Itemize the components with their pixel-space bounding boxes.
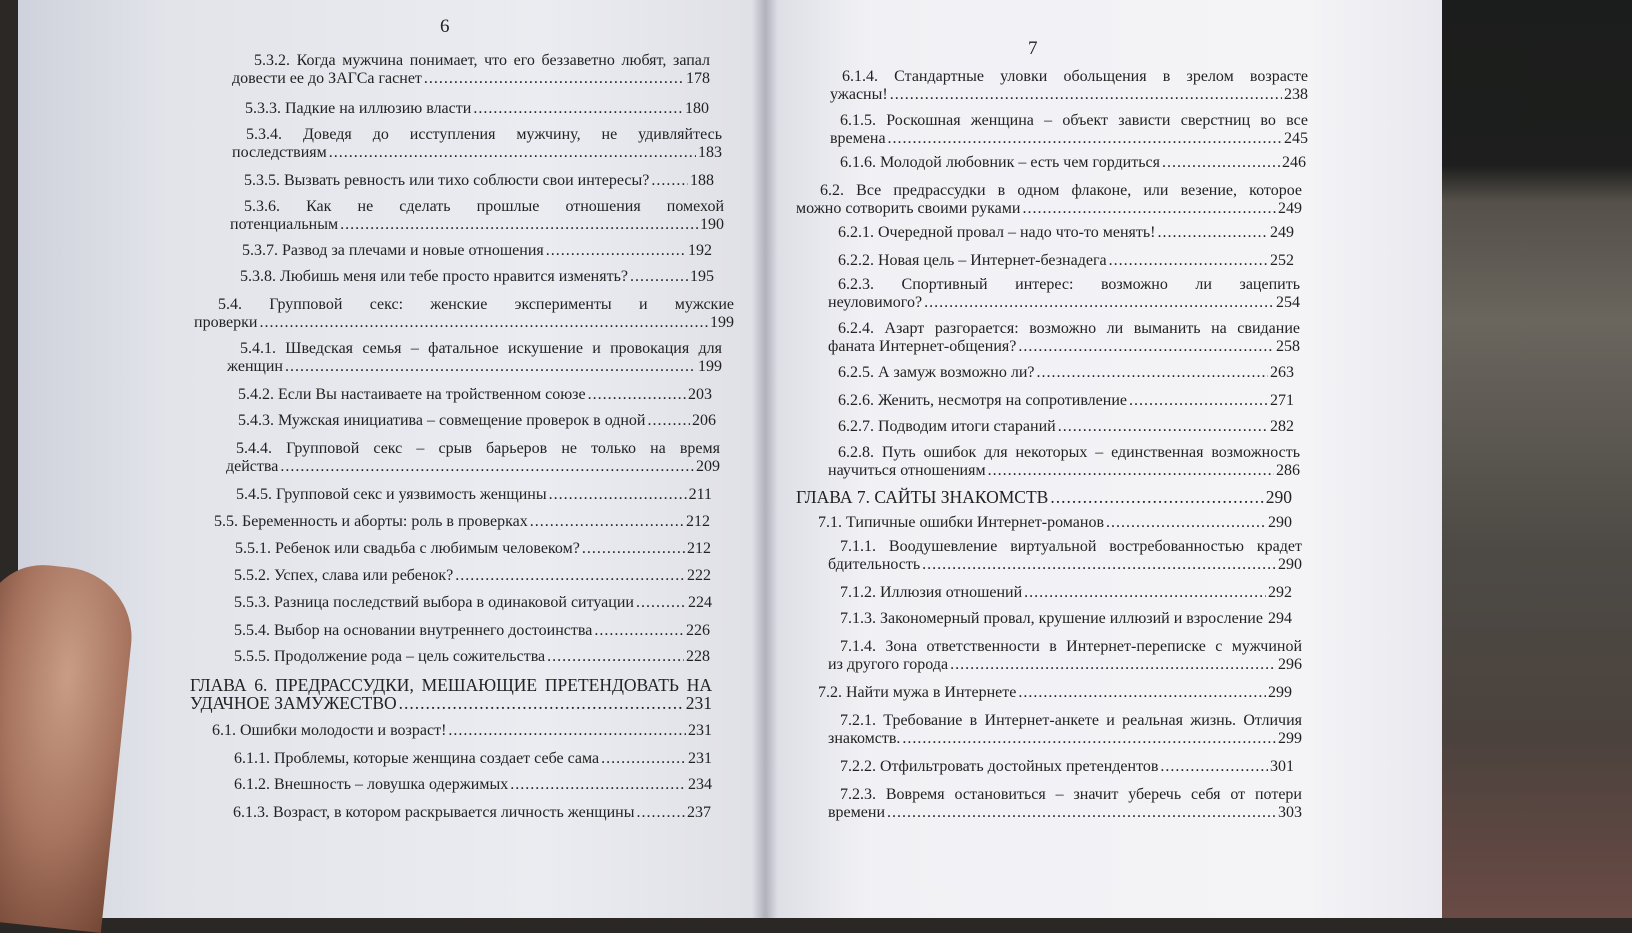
toc-entry-title: 5.5.2. Успех, слава или ребенок? — [234, 567, 454, 584]
toc-entry — [796, 488, 1292, 506]
toc-entry-title: ГЛАВА 6. ПРЕДРАССУДКИ, МЕШАЮЩИЕ ПРЕТЕНДОВАТЬ НА — [190, 675, 712, 695]
leader-dots — [1024, 584, 1266, 602]
page-number-right: 7 — [1028, 38, 1038, 59]
toc-entry-title: 6.2. Все предрассудки в одном флаконе, или везение, которое — [820, 182, 1302, 199]
toc-page-number: 271 — [1270, 392, 1294, 409]
toc-page-number: 290 — [1278, 556, 1302, 573]
toc-entry-title: 5.4. Групповой секс: женские эксперименты и мужские — [218, 296, 734, 313]
leader-dots — [601, 750, 686, 768]
toc-entry-title: бдительность — [828, 556, 921, 573]
toc-entry-title: 7.1.4. Зона ответственности в Интернет-переписке с мужчиной — [840, 638, 1302, 655]
toc-page-number: 238 — [1284, 86, 1308, 103]
toc-entry-title: 5.4.3. Мужская инициатива – совмещение проверок в одной — [238, 412, 646, 429]
toc-page-number: 195 — [690, 268, 714, 285]
toc-entry — [240, 268, 714, 286]
toc-page-number: 290 — [1268, 514, 1292, 531]
toc-entry — [236, 486, 712, 504]
toc-entry-title: 5.5.1. Ребенок или свадьба с любимым человеком? — [235, 540, 580, 557]
toc-entry — [244, 172, 714, 190]
toc-page-number: 212 — [686, 513, 710, 530]
toc-entry-title: 5.4.5. Групповой секс и уязвимость женщины — [236, 486, 547, 503]
toc-entry — [234, 776, 712, 794]
leader-dots — [902, 730, 1276, 748]
toc-page-number: 290 — [1265, 487, 1292, 507]
toc-entry-title: потенциальным — [230, 216, 339, 233]
toc-entry-title: 7.2. Найти мужа в Интернете — [818, 684, 1017, 701]
toc-entry-title: времена — [830, 130, 886, 147]
toc-entry-title: 6.2.7. Подводим итоги стараний — [838, 418, 1056, 435]
leader-dots — [340, 216, 698, 234]
toc-entry-title: 5.5.4. Выбор на основании внутреннего достоинства — [234, 622, 593, 639]
toc-entry-title: 6.2.2. Новая цель – Интернет-безнадега — [838, 252, 1107, 269]
toc-entry — [840, 610, 1292, 628]
toc-page-number: 231 — [688, 722, 712, 739]
leader-dots — [988, 462, 1274, 480]
toc-entry-title: УДАЧНОЕ ЗАМУЖЕСТВО — [190, 693, 397, 713]
toc-page-number: 212 — [687, 540, 711, 557]
toc-page-number: 224 — [688, 594, 712, 611]
toc-entry — [830, 68, 1308, 104]
toc-entry — [230, 198, 724, 234]
toc-entry — [212, 722, 712, 740]
leader-dots — [280, 458, 694, 476]
toc-page-number: 254 — [1276, 294, 1300, 311]
toc-entry-title: 6.1.6. Молодой любовник – есть чем гордиться — [840, 154, 1160, 171]
leader-dots — [636, 594, 686, 612]
leader-dots — [1036, 364, 1268, 382]
toc-page-number: 199 — [698, 358, 722, 375]
toc-entry-title: 5.5.5. Продолжение рода – цель сожительства — [234, 648, 546, 665]
toc-entry — [840, 584, 1292, 602]
leader-dots — [285, 358, 696, 376]
toc-entry — [828, 276, 1300, 312]
toc-entry-title: 5.3.4. Доведя до исступления мужчину, не удивляйтесь — [246, 126, 722, 143]
toc-entry — [235, 540, 711, 558]
toc-entry-title: проверки — [194, 314, 258, 331]
toc-entry-title: ужасны! — [830, 86, 888, 103]
toc-page-number: 188 — [690, 172, 714, 189]
toc-page-number: 286 — [1276, 462, 1300, 479]
toc-page-number: 226 — [686, 622, 710, 639]
toc-page-number: 209 — [696, 458, 720, 475]
toc-entry-title: 5.4.2. Если Вы настаиваете на тройственном союзе — [238, 386, 586, 403]
toc-page-number: 178 — [686, 70, 710, 87]
toc-entry — [227, 340, 722, 376]
toc-entry-title: научиться отношениям — [828, 462, 986, 479]
toc-entry — [226, 440, 720, 476]
toc-entry — [838, 418, 1294, 436]
toc-entry — [190, 676, 712, 712]
leader-dots — [1129, 392, 1268, 410]
leader-dots — [1265, 610, 1266, 628]
toc-entry-title: 6.2.5. А замуж возможно ли? — [838, 364, 1035, 381]
toc-page-number: 211 — [688, 486, 712, 503]
toc-entry-title: 6.2.4. Азарт разгорается: возможно ли выманить на свидание — [838, 320, 1300, 337]
toc-entry — [796, 182, 1302, 218]
toc-entry-title: 7.1.1. Воодушевление виртуальной востребованностью крадет — [840, 538, 1302, 555]
toc-entry — [838, 252, 1294, 270]
toc-entry-title: 6.1.4. Стандартные уловки обольщения в зрелом возрасте — [842, 68, 1308, 85]
toc-entry-title: женщин — [227, 358, 283, 375]
leader-dots — [510, 776, 686, 794]
toc-entry — [234, 648, 710, 666]
toc-entry-title: 6.1.5. Роскошная женщина – объект зависти сверстниц во все — [840, 112, 1308, 129]
toc-page-number: 249 — [1270, 224, 1294, 241]
toc-page-number: 299 — [1278, 730, 1302, 747]
toc-entry — [238, 412, 716, 430]
leader-dots — [1160, 758, 1268, 776]
toc-entry — [828, 712, 1302, 748]
toc-entry — [232, 52, 710, 88]
toc-entry-title: 6.2.8. Путь ошибок для некоторых – единственная возможность — [838, 444, 1300, 461]
toc-entry-title: 5.5.3. Разница последствий выбора в одинаковой ситуации — [234, 594, 634, 611]
leader-dots — [546, 242, 686, 260]
leader-dots — [547, 648, 684, 666]
toc-entry-title: ГЛАВА 7. САЙТЫ ЗНАКОМСТВ — [796, 487, 1049, 507]
toc-entry — [234, 622, 710, 640]
leader-dots — [888, 130, 1282, 148]
leader-dots — [890, 86, 1282, 104]
toc-entry-title: 7.2.2. Отфильтровать достойных претендентов — [840, 758, 1159, 775]
toc-entry-title: последствиям — [232, 144, 327, 161]
toc-page-number: 296 — [1278, 656, 1302, 673]
toc-entry-title: из другого города — [828, 656, 949, 673]
toc-entry-title: 7.1. Типичные ошибки Интернет-романов — [818, 514, 1105, 531]
toc-entry — [234, 567, 711, 585]
toc-page-number: 299 — [1268, 684, 1292, 701]
toc-page-number: 292 — [1268, 584, 1292, 601]
leader-dots — [887, 804, 1276, 822]
toc-entry-title: 7.2.3. Вовремя остановиться – значит уберечь себя от потери — [840, 786, 1302, 803]
right-page — [766, 0, 1442, 918]
toc-entry — [818, 684, 1292, 702]
leader-dots — [1022, 200, 1276, 218]
toc-entry-title: 5.3.8. Любишь меня или тебе просто нравится изменять? — [240, 268, 628, 285]
toc-page-number: 183 — [698, 144, 722, 161]
toc-entry-title: 6.1.1. Проблемы, которые женщина создает себе сама — [234, 750, 600, 767]
leader-dots — [648, 412, 691, 430]
left-page — [18, 0, 766, 918]
leader-dots — [1050, 488, 1263, 506]
leader-dots — [588, 386, 686, 404]
toc-page-number: 180 — [685, 100, 709, 117]
toc-entry — [242, 242, 712, 260]
toc-entry — [234, 750, 712, 768]
toc-page-number: 222 — [687, 567, 711, 584]
toc-entry — [840, 758, 1294, 776]
toc-entry — [234, 594, 712, 612]
toc-entry-title: 5.4.4. Групповой секс – срыв барьеров не только на время — [236, 440, 720, 457]
toc-entry-title: неуловимого? — [828, 294, 923, 311]
toc-entry — [238, 386, 712, 404]
toc-entry — [830, 112, 1308, 148]
toc-page-number: 199 — [710, 314, 734, 331]
toc-page-number: 206 — [692, 412, 716, 429]
toc-page-number: 258 — [1276, 338, 1300, 355]
toc-page-number: 303 — [1278, 804, 1302, 821]
leader-dots — [455, 567, 685, 585]
leader-dots — [329, 144, 696, 162]
toc-entry — [828, 538, 1302, 574]
toc-entry-title: действа — [226, 458, 279, 475]
leader-dots — [950, 656, 1276, 674]
leader-dots — [549, 486, 687, 504]
toc-entry-title: знакомств. — [828, 730, 901, 747]
toc-entry-title: 6.1.2. Внешность – ловушка одержимых — [234, 776, 509, 793]
toc-entry — [838, 364, 1294, 382]
leader-dots — [424, 70, 684, 88]
toc-page-number: 203 — [688, 386, 712, 403]
leader-dots — [922, 556, 1276, 574]
leader-dots — [651, 172, 688, 190]
toc-page-number: 231 — [688, 750, 712, 767]
toc-entry — [828, 638, 1302, 674]
leader-dots — [1109, 252, 1268, 270]
toc-page-number: 237 — [687, 804, 711, 821]
toc-entry — [818, 514, 1292, 532]
leader-dots — [473, 100, 683, 118]
toc-entry — [232, 126, 722, 162]
leader-dots — [630, 268, 688, 286]
toc-entry — [828, 444, 1300, 480]
toc-entry-title: времени — [828, 804, 886, 821]
toc-page-number: 231 — [685, 693, 712, 713]
leader-dots — [1162, 154, 1280, 172]
toc-entry-title: 7.1.2. Иллюзия отношений — [840, 584, 1023, 601]
toc-page-number: 301 — [1270, 758, 1294, 775]
toc-page-number: 192 — [688, 242, 712, 259]
background-right — [1420, 0, 1632, 918]
leader-dots — [399, 694, 684, 712]
toc-entry-title: 7.2.1. Требование в Интернет-анкете и реальная жизнь. Отличия — [840, 712, 1302, 729]
leader-dots — [636, 804, 685, 822]
leader-dots — [259, 314, 708, 332]
toc-page-number: 228 — [686, 648, 710, 665]
toc-entry — [828, 320, 1300, 356]
toc-page-number: 246 — [1282, 154, 1306, 171]
toc-entry — [838, 392, 1294, 410]
toc-entry-title: 6.2.6. Женить, несмотря на сопротивление — [838, 392, 1127, 409]
toc-entry — [838, 224, 1294, 242]
toc-entry-title: 5.5. Беременность и аборты: роль в проверках — [214, 513, 528, 530]
toc-entry-title: 5.3.7. Развод за плечами и новые отношения — [242, 242, 544, 259]
toc-page-number: 234 — [688, 776, 712, 793]
leader-dots — [1106, 514, 1266, 532]
toc-entry — [233, 804, 711, 822]
toc-entry-title: фаната Интернет-общения? — [828, 338, 1017, 355]
toc-entry-title: 6.2.3. Спортивный интерес: возможно ли зацепить — [838, 276, 1300, 293]
toc-page-number: 249 — [1278, 200, 1302, 217]
toc-page-number: 190 — [700, 216, 724, 233]
leader-dots — [1158, 224, 1269, 242]
leader-dots — [924, 294, 1274, 312]
toc-entry-title: 6.1.3. Возраст, в котором раскрывается личность женщины — [233, 804, 635, 821]
toc-entry — [828, 786, 1302, 822]
toc-page-number: 294 — [1268, 610, 1292, 627]
book-spine — [752, 0, 778, 918]
page-number-left: 6 — [440, 16, 450, 37]
leader-dots — [1018, 684, 1266, 702]
toc-entry-title: 5.3.6. Как не сделать прошлые отношения помехой — [244, 198, 724, 215]
toc-entry-title: 7.1.3. Закономерный провал, крушение иллюзий и взросление — [840, 610, 1263, 627]
toc-entry-title: 5.3.5. Вызвать ревность или тихо соблюсти свои интересы? — [244, 172, 650, 189]
leader-dots — [1058, 418, 1268, 436]
toc-entry-title: 6.1. Ошибки молодости и возраст! — [212, 722, 447, 739]
leader-dots — [530, 513, 684, 531]
toc-entry-title: можно сотворить своими руками — [796, 200, 1021, 217]
toc-page-number: 245 — [1284, 130, 1308, 147]
toc-entry-title: 5.3.2. Когда мужчина понимает, что его беззаветно любят, запал — [254, 52, 710, 69]
toc-entry-title: 5.3.3. Падкие на иллюзию власти — [245, 100, 472, 117]
toc-page-number: 263 — [1270, 364, 1294, 381]
toc-entry — [840, 154, 1306, 172]
leader-dots — [582, 540, 685, 558]
leader-dots — [594, 622, 684, 640]
toc-entry-title: 5.4.1. Шведская семья – фатальное искушение и провокация для — [240, 340, 722, 357]
toc-entry-title: 6.2.1. Очередной провал – надо что-то менять! — [838, 224, 1156, 241]
toc-page-number: 252 — [1270, 252, 1294, 269]
toc-entry-title: довести ее до ЗАГСа гаснет — [232, 70, 422, 87]
toc-entry — [245, 100, 709, 118]
leader-dots — [448, 722, 686, 740]
leader-dots — [1018, 338, 1274, 356]
toc-page-number: 282 — [1270, 418, 1294, 435]
toc-entry — [214, 513, 710, 531]
toc-entry — [194, 296, 734, 332]
